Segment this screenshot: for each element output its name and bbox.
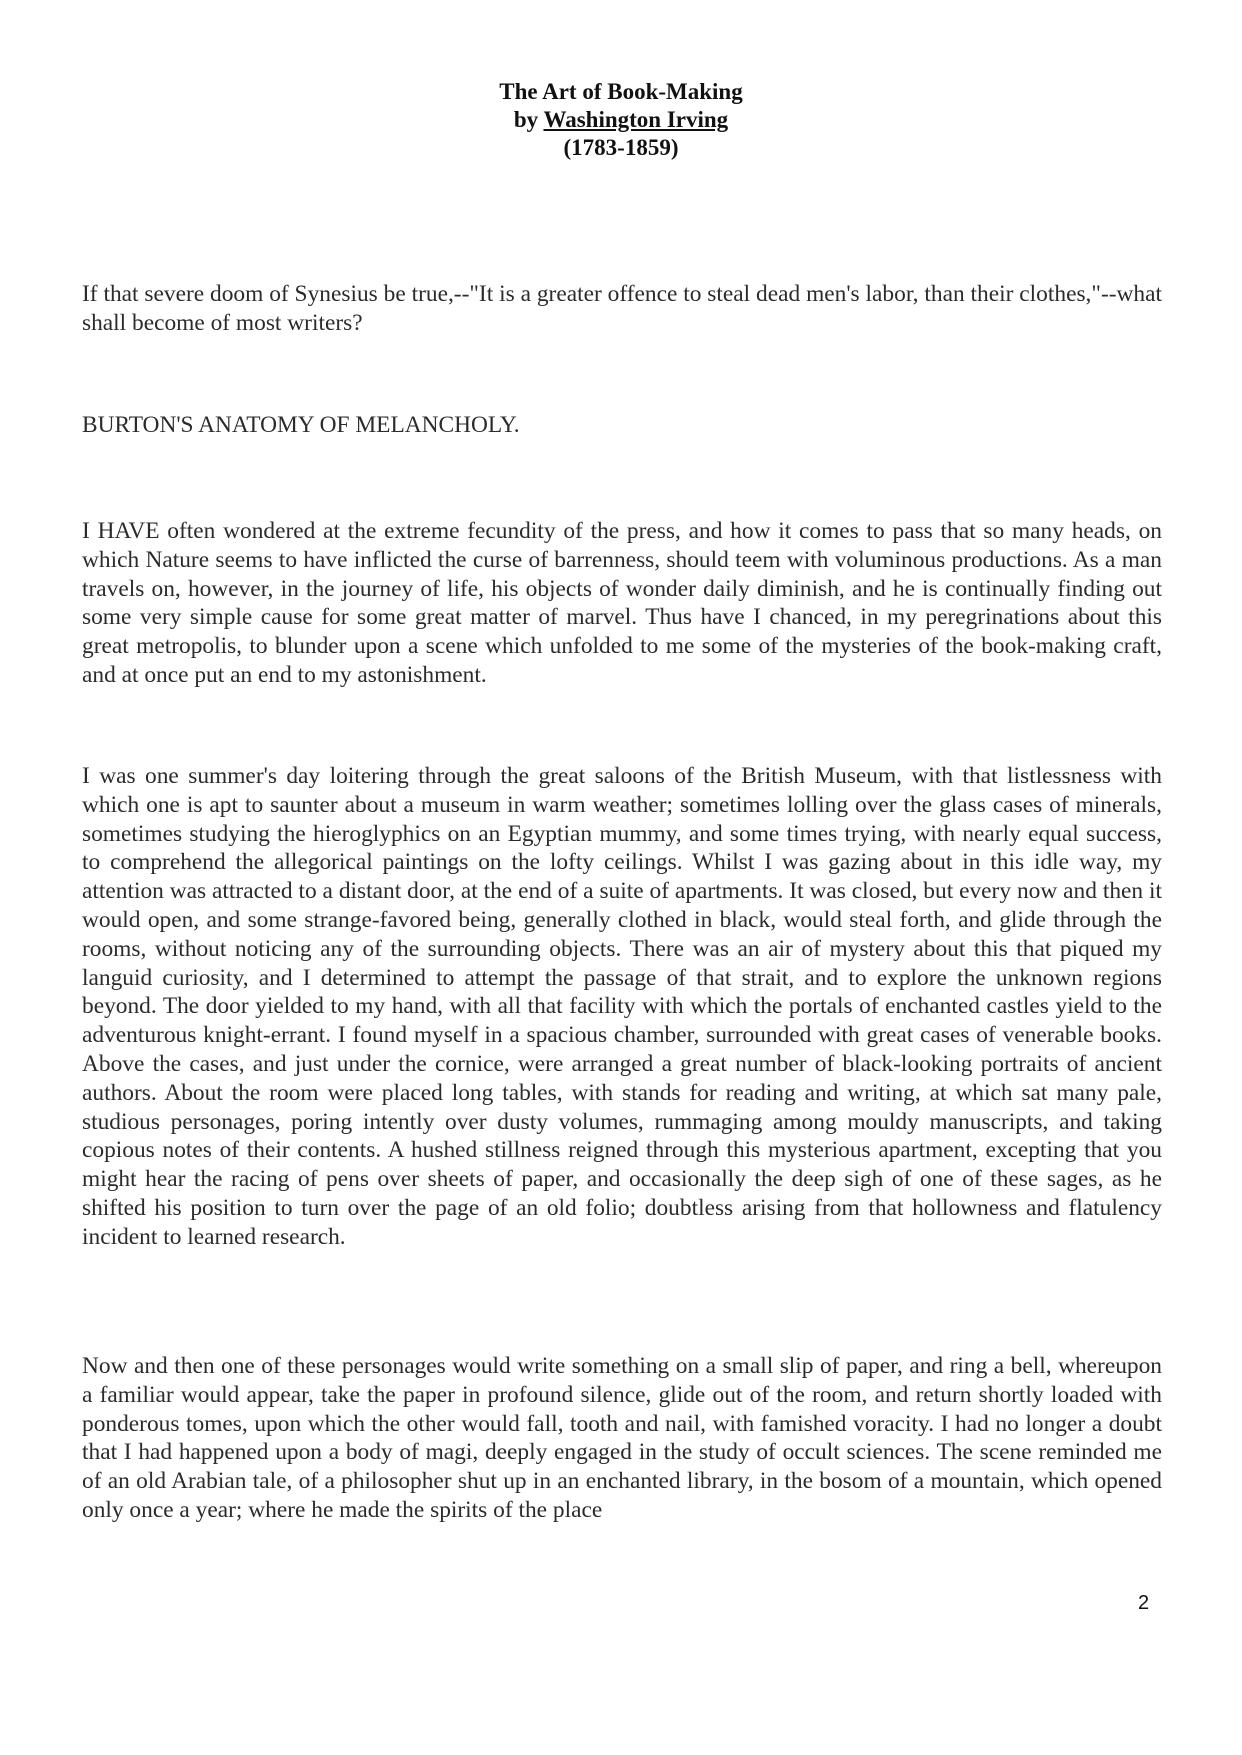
page-number: 2 [1138,1592,1150,1614]
byline [0,106,1242,134]
byline-prefix: by [513,107,544,132]
document-title: The Art of Book-Making [499,79,743,104]
title-block [0,78,1242,162]
author-dates: (1783-1859) [563,135,679,160]
epigraph-source: BURTON'S ANATOMY OF MELANCHOLY. [82,412,520,438]
paragraph: Now and then one of these personages would write something on a small slip of paper, and ring a bell, whereupon a familiar would appear, take the paper in profound silence, glide out of the room, and return shortly loaded with ponderous tomes, upon which the other would fall, tooth and nail, with famished voracity. I had no longer a doubt that I had happened upon a body of magi, deeply engaged in the study of occult sciences. The scene reminded me of an old Arabian tale, of a philosopher shut up in an enchanted library, in the bosom of a mountain, which opened only once a year; where he made the spirits of the place [82,1353,1162,1523]
paragraph: I was one summer's day loitering through the great saloons of the British Museum, with that listlessness with which one is apt to saunter about a museum in warm weather; sometimes lolling over the glass cases of minerals, sometimes studying the hieroglyphics on an Egyptian mummy, and some times trying, with nearly equal success, to comprehend the allegorical paintings on the lofty ceilings. Whilst I was gazing about in this idle way, my attention was attracted to a distant door, at the end of a suite of apartments. It was closed, but every now and then it would open, and some strange-favored being, generally clothed in black, would steal forth, and glide through the rooms, without noticing any of the surrounding objects. There was an air of mystery about this that piqued my languid curiosity, and I determined to attempt the passage of that strait, and to explore the unknown regions beyond. The door yielded to my hand, with all that facility with which the portals of enchanted castles yield to the adventurous knight-errant. I found myself in a spacious chamber, surrounded with great cases of venerable books. Above the cases, and just under the cornice, were arranged a great number of black-looking portraits of ancient authors. About the room were placed long tables, with stands for reading and writing, at which sat many pale, studious personages, poring intently over dusty volumes, rummaging among mouldy manuscripts, and taking copious notes of their contents. A hushed stillness reigned through this mysterious apartment, excepting that you might hear the racing of pens over sheets of paper, and occasionally the deep sigh of one of these sages, as he shifted his position to turn over the page of an old folio; doubtless arising from that hollowness and flatulency incident to learned research. [82,763,1162,1250]
author-link[interactable]: Washington Irving [543,107,729,132]
paragraph: I HAVE often wondered at the extreme fecundity of the press, and how it comes to pass that so many heads, on which Nature seems to have inflicted the curse of barrenness, should teem with voluminous productions. As a man travels on, however, in the journey of life, his objects of wonder daily diminish, and he is continually finding out some very simple cause for some great matter of marvel. Thus have I chanced, in my peregrinations about this great metropolis, to blunder upon a scene which unfolded to me some of the mysteries of the book-making craft, and at once put an end to my astonishment. [82,518,1162,688]
epigraph: If that severe doom of Synesius be true,--"It is a greater offence to steal dead men's labor, than their clothes,"--what shall become of most writers? [82,281,1162,336]
